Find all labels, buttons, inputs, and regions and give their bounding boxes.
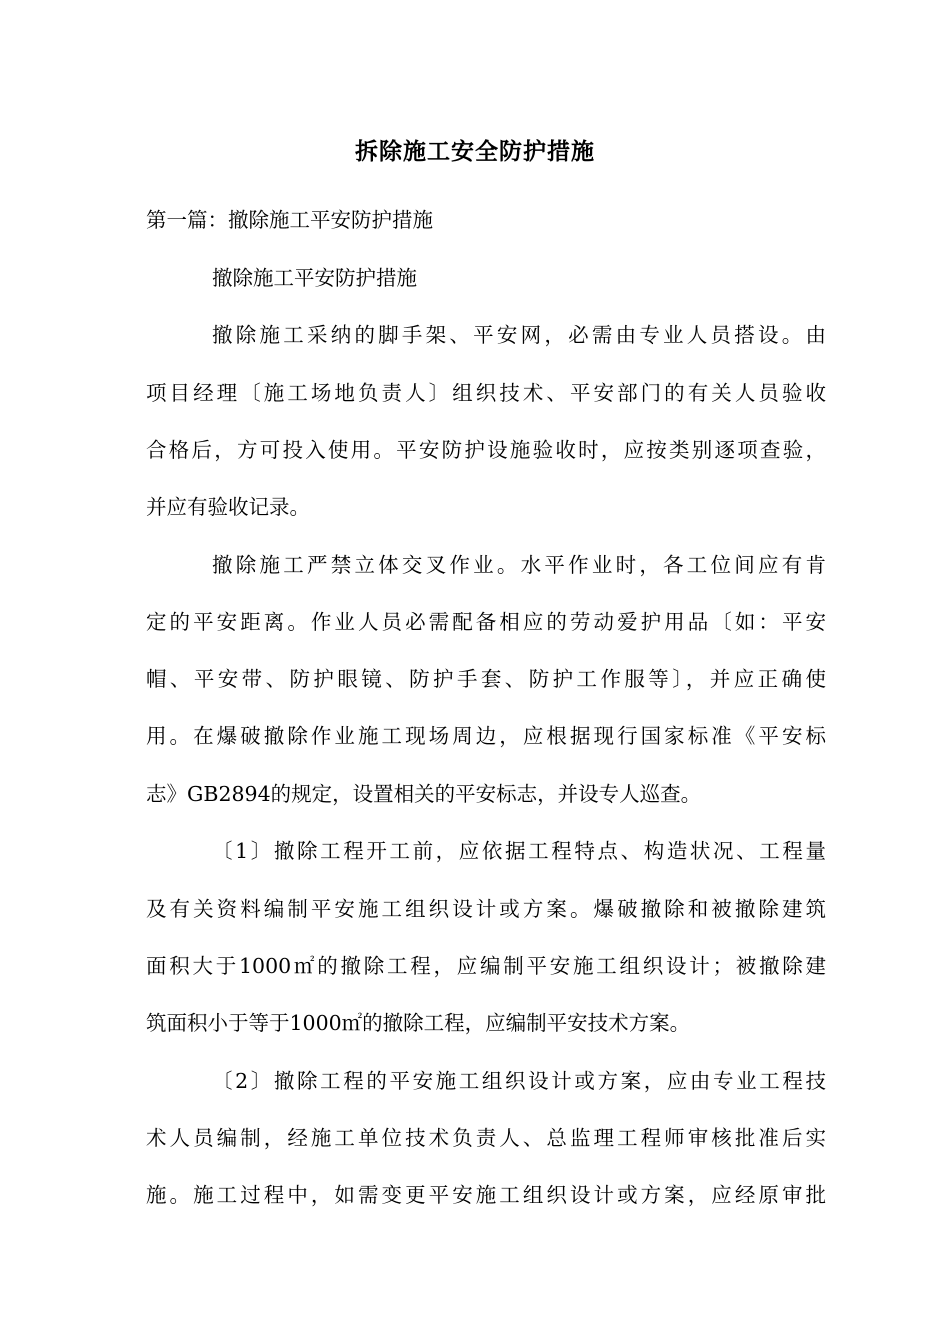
paragraph-line: 面积大于1000㎡的撤除工程，应编制平安施工组织设计；被撤除建 xyxy=(146,954,826,978)
paragraph-line: 志》GB2894的规定，设置相关的平安标志，并设专人巡查。 xyxy=(146,782,702,806)
paragraph-line: 〔1〕撤除工程开工前，应依据工程特点、构造状况、工程量 xyxy=(212,839,826,863)
paragraph-line: 用。在爆破撤除作业施工现场周边，应根据现行国家标准《平安标 xyxy=(146,724,826,748)
paragraph-line: 施。施工过程中，如需变更平安施工组织设计或方案，应经原审批 xyxy=(146,1183,826,1207)
document-title: 拆除施工安全防护措施 xyxy=(355,138,595,165)
paragraph-line: 术人员编制，经施工单位技术负责人、总监理工程师审核批准后实 xyxy=(146,1126,826,1150)
paragraph-line: 帽、平安带、防护眼镜、防护手套、防护工作服等〕，并应正确使 xyxy=(146,667,826,691)
paragraph-line: 项目经理〔施工场地负责人〕组织技术、平安部门的有关人员验收 xyxy=(146,381,826,405)
paragraph-line: 并应有验收记录。 xyxy=(146,495,310,519)
paragraph-line: 合格后，方可投入使用。平安防护设施验收时，应按类别逐项查验， xyxy=(146,438,826,462)
paragraph-line: 撤除施工严禁立体交叉作业。水平作业时，各工位间应有肯 xyxy=(212,553,826,577)
subsection-heading: 撤除施工平安防护措施 xyxy=(212,266,417,290)
paragraph-line: 及有关资料编制平安施工组织设计或方案。爆破撤除和被撤除建筑 xyxy=(146,897,826,921)
paragraph-line: 筑面积小于等于1000㎡的撤除工程，应编制平安技术方案。 xyxy=(146,1011,691,1035)
section-heading: 第一篇：撤除施工平安防护措施 xyxy=(146,208,433,232)
paragraph-line: 定的平安距离。作业人员必需配备相应的劳动爱护用品〔如：平安 xyxy=(146,610,826,634)
paragraph-line: 撤除施工采纳的脚手架、平安网，必需由专业人员搭设。由 xyxy=(212,323,826,347)
paragraph-line: 〔2〕撤除工程的平安施工组织设计或方案，应由专业工程技 xyxy=(212,1069,826,1093)
